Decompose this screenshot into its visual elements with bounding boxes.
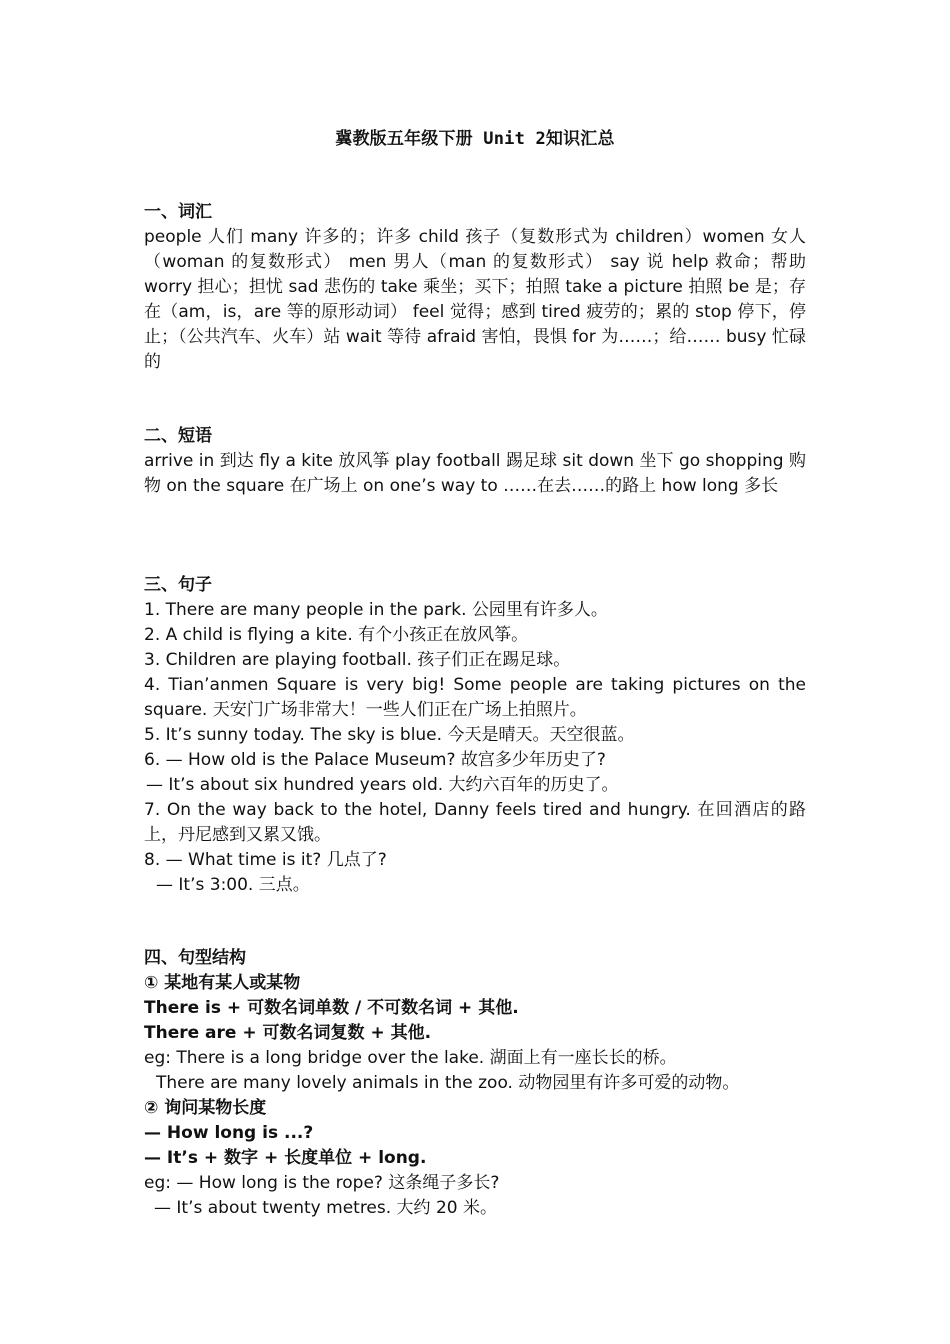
sentence-1: 1. There are many people in the park. 公园里有许多人。 xyxy=(144,600,608,620)
sentence-2: 2. A child is flying a kite. 有个小孩正在放风筝。 xyxy=(144,625,529,645)
pattern-1-formula-plural: There are + 可数名词复数 + 其他. xyxy=(144,1023,432,1043)
vocab-section xyxy=(144,200,806,375)
sentences-section xyxy=(144,573,806,898)
pattern-2-question: — How long is ...? xyxy=(144,1123,314,1143)
pattern-1-example-1: eg: There is a long bridge over the lake. 湖面上有一座长长的桥。 xyxy=(144,1048,677,1068)
sentence-3: 3. Children are playing football. 孩子们正在踢足球。 xyxy=(144,650,571,670)
phrases-text: arrive in 到达 fly a kite 放风筝 play football 踢足球 sit down 坐下 go shopping 购物 on the square 在广场上 on one’s way to ……在去……的路上 how long 多长 xyxy=(144,451,806,496)
pattern-2-answer: — It’s + 数字 + 长度单位 + long. xyxy=(144,1148,427,1168)
sentence-7: 7. On the way back to the hotel, Danny feels tired and hungry. 在回酒店的路上，丹尼感到又累又饿。 xyxy=(144,800,806,845)
sentences-heading: 三、句子 xyxy=(144,575,212,595)
sentence-8-question: 8. — What time is it? 几点了? xyxy=(144,850,387,870)
pattern-1-formula-singular: There is + 可数名词单数 / 不可数名词 + 其他. xyxy=(144,998,519,1018)
page-title: 冀教版五年级下册 Unit 2知识汇总 xyxy=(335,129,615,149)
vocab-text: people 人们 many 许多的；许多 child 孩子（复数形式为 children）women 女人（woman 的复数形式） men 男人（man 的复数形式） say 说 help 救命；帮助 worry 担心；担忧 sad 悲伤的 take 乘坐；买下；拍照 take a picture 拍照 be 是；存在（am，is，are 等的原形动词） feel 觉得；感到 tired 疲劳的；累的 stop 停下，停止；（公共汽车、火车）站 wait 等待 afraid 害怕，畏惧 for 为……；给…… busy 忙碌的 xyxy=(144,227,806,372)
structures-section xyxy=(144,946,806,1221)
pattern-2-title: ② 询问某物长度 xyxy=(144,1098,267,1118)
sentence-6-answer: — It’s about six hundred years old. 大约六百年的历史了。 xyxy=(146,775,619,795)
pattern-1-example-2: There are many lovely animals in the zoo. 动物园里有许多可爱的动物。 xyxy=(156,1073,740,1093)
pattern-2-example-question: eg: — How long is the rope? 这条绳子多长? xyxy=(144,1173,500,1193)
sentence-5: 5. It’s sunny today. The sky is blue. 今天是晴天。天空很蓝。 xyxy=(144,725,635,745)
sentence-8-answer: — It’s 3:00. 三点。 xyxy=(156,875,310,895)
sentence-6-question: 6. — How old is the Palace Museum? 故宫多少年历史了? xyxy=(144,750,606,770)
pattern-2-example-answer: — It’s about twenty metres. 大约 20 米。 xyxy=(154,1198,497,1218)
phrases-section xyxy=(144,424,806,499)
structures-heading: 四、句型结构 xyxy=(144,948,246,968)
phrases-heading: 二、短语 xyxy=(144,426,212,446)
pattern-1-title: ① 某地有某人或某物 xyxy=(144,973,301,993)
vocab-heading: 一、词汇 xyxy=(144,202,212,222)
sentence-4: 4. Tian’anmen Square is very big! Some people are taking pictures on the square. 天安门广场非常大！一些人们正在广场上拍照片。 xyxy=(144,675,806,720)
